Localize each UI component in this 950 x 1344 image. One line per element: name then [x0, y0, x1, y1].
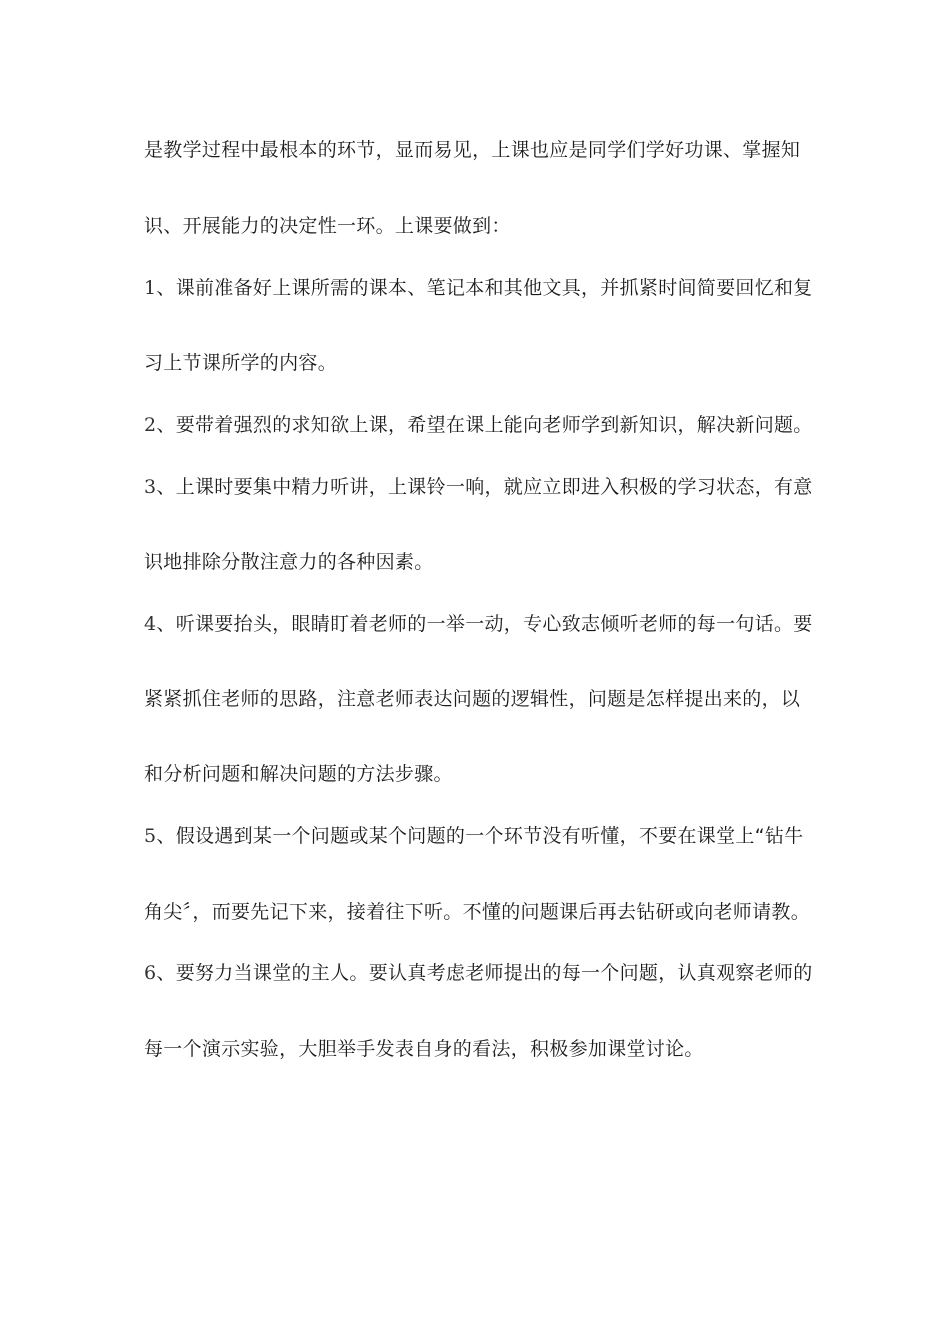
paragraph-line: [144, 138, 824, 162]
line-text: 习上节课所学的内容。: [144, 352, 338, 374]
paragraph-line: [144, 550, 824, 574]
line-text: 识、开展能力的决定性一环。上课要做到：: [144, 215, 511, 237]
paragraph-line: [144, 214, 824, 238]
line-text: 识地排除分散注意力的各种因素。: [144, 551, 434, 573]
paragraph-line: [144, 351, 824, 375]
line-text: 每一个演示实验，大胆举手发表自身的看法，积极参加课堂讨论。: [144, 1038, 704, 1060]
list-item-3: [144, 475, 824, 499]
line-text: 角尖〞，而要先记下来，接着往下听。不懂的问题课后再去钻研或向老师请教。: [144, 901, 811, 923]
line-text: 是教学过程中最根本的环节，显而易见，上课也应是同学们学好功课、掌握知: [144, 139, 801, 161]
line-text: 紧紧抓住老师的思路，注意老师表达问题的逻辑性，问题是怎样提出来的，以: [144, 688, 801, 710]
line-text: 、要带着强烈的求知欲上课，希望在课上能向老师学到新知识，解决新问题。: [156, 414, 813, 436]
paragraph-line: [144, 687, 824, 711]
list-number: 1: [144, 277, 157, 299]
list-number: 3: [144, 476, 157, 498]
list-item-4: [144, 612, 824, 636]
list-item-6: [144, 961, 824, 985]
list-item-5: [144, 824, 824, 848]
list-number: 2: [144, 414, 157, 436]
list-item-2: [144, 413, 824, 437]
list-number: 4: [144, 613, 157, 635]
list-number: 5: [144, 825, 157, 847]
paragraph-line: [144, 1037, 824, 1061]
paragraph-line: [144, 762, 824, 786]
list-number: 6: [144, 962, 157, 984]
line-text: 、上课时要集中精力听讲，上课铃一响，就应立即进入积极的学习状态，有意: [156, 476, 813, 498]
line-text: 和分析问题和解决问题的方法步骤。: [144, 763, 453, 785]
line-text: 、课前准备好上课所需的课本、笔记本和其他文具，并抓紧时间简要回忆和复: [156, 277, 813, 299]
line-text: 、要努力当课堂的主人。要认真考虑老师提出的每一个问题，认真观察老师的: [156, 962, 813, 984]
list-item-1: [144, 276, 824, 300]
line-text: 、听课要抬头，眼睛盯着老师的一举一动，专心致志倾听老师的每一句话。要: [156, 613, 813, 635]
paragraph-line: [144, 900, 824, 924]
line-text: 、假设遇到某一个问题或某个问题的一个环节没有听懂，不要在课堂上“钻牛: [156, 825, 804, 847]
